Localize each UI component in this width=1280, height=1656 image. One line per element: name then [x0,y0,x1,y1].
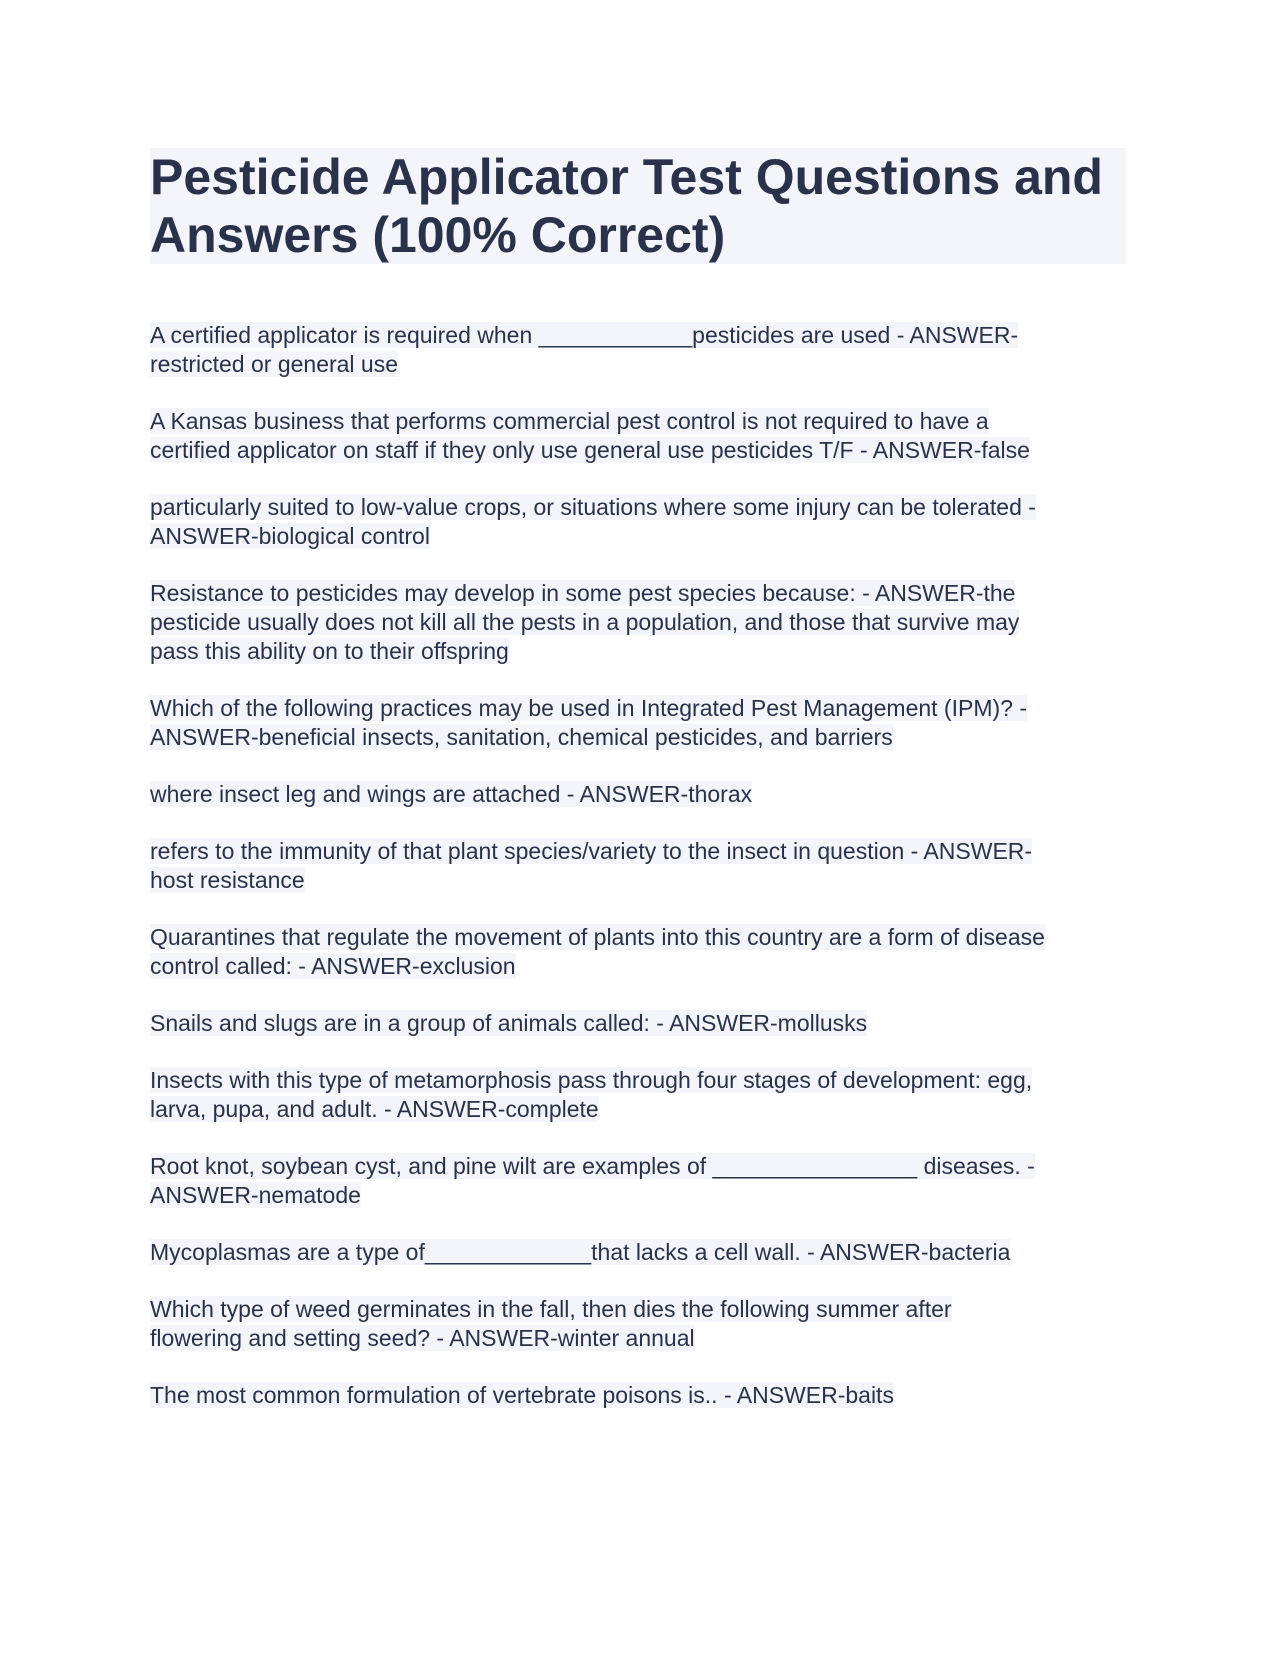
qa-text: refers to the immunity of that plant species/variety to the insect in question - ANSWER- host resistance [150,838,1033,893]
qa-item-6 [150,780,1126,809]
qa-item-10 [150,1066,1126,1124]
qa-text: Which type of weed germinates in the fall, then dies the following summer after flowering and setting seed? - ANSWER-winter annual [150,1296,952,1351]
qa-item-1 [150,321,1126,379]
qa-item-9 [150,1009,1126,1038]
qa-list [150,321,1126,1410]
qa-text: Mycoplasmas are a type of_____________that lacks a cell wall. - ANSWER-bacteria [150,1239,1011,1265]
qa-item-4 [150,579,1126,666]
document-content [150,148,1126,1438]
document-title: Pesticide Applicator Test Questions and Answers (100% Correct) [150,148,1126,264]
qa-text: The most common formulation of vertebrate poisons is.. - ANSWER-baits [150,1382,894,1408]
qa-text: Resistance to pesticides may develop in some pest species because: - ANSWER-the pesticide usually does not kill all the pests in a population, and those that survive may pass this ability on to their offspring [150,580,1020,664]
qa-text: A Kansas business that performs commercial pest control is not required to have a certified applicator on staff if they only use general use pesticides T/F - ANSWER-false [150,408,1030,463]
qa-text: Insects with this type of metamorphosis pass through four stages of development: egg, larva, pupa, and adult. - ANSWER-complete [150,1067,1033,1122]
qa-item-8 [150,923,1126,981]
qa-text: Quarantines that regulate the movement of plants into this country are a form of disease control called: - ANSWER-exclusion [150,924,1045,979]
qa-text: where insect leg and wings are attached - ANSWER-thorax [150,781,753,807]
qa-text: Which of the following practices may be used in Integrated Pest Management (IPM)? - ANSWER-beneficial insects, sanitation, chemical pesticides, and barriers [150,695,1027,750]
qa-item-5 [150,694,1126,752]
qa-text: Root knot, soybean cyst, and pine wilt are examples of ________________ diseases. - ANSWER-nematode [150,1153,1035,1208]
qa-item-11 [150,1152,1126,1210]
qa-item-2 [150,407,1126,465]
qa-item-14 [150,1381,1126,1410]
qa-item-12 [150,1238,1126,1267]
qa-item-13 [150,1295,1126,1353]
qa-text: Snails and slugs are in a group of animals called: - ANSWER-mollusks [150,1010,868,1036]
qa-text: particularly suited to low-value crops, or situations where some injury can be tolerated - ANSWER-biological control [150,494,1036,549]
qa-item-7 [150,837,1126,895]
qa-item-3 [150,493,1126,551]
qa-text: A certified applicator is required when ____________pesticides are used - ANSWER- restricted or general use [150,322,1019,377]
